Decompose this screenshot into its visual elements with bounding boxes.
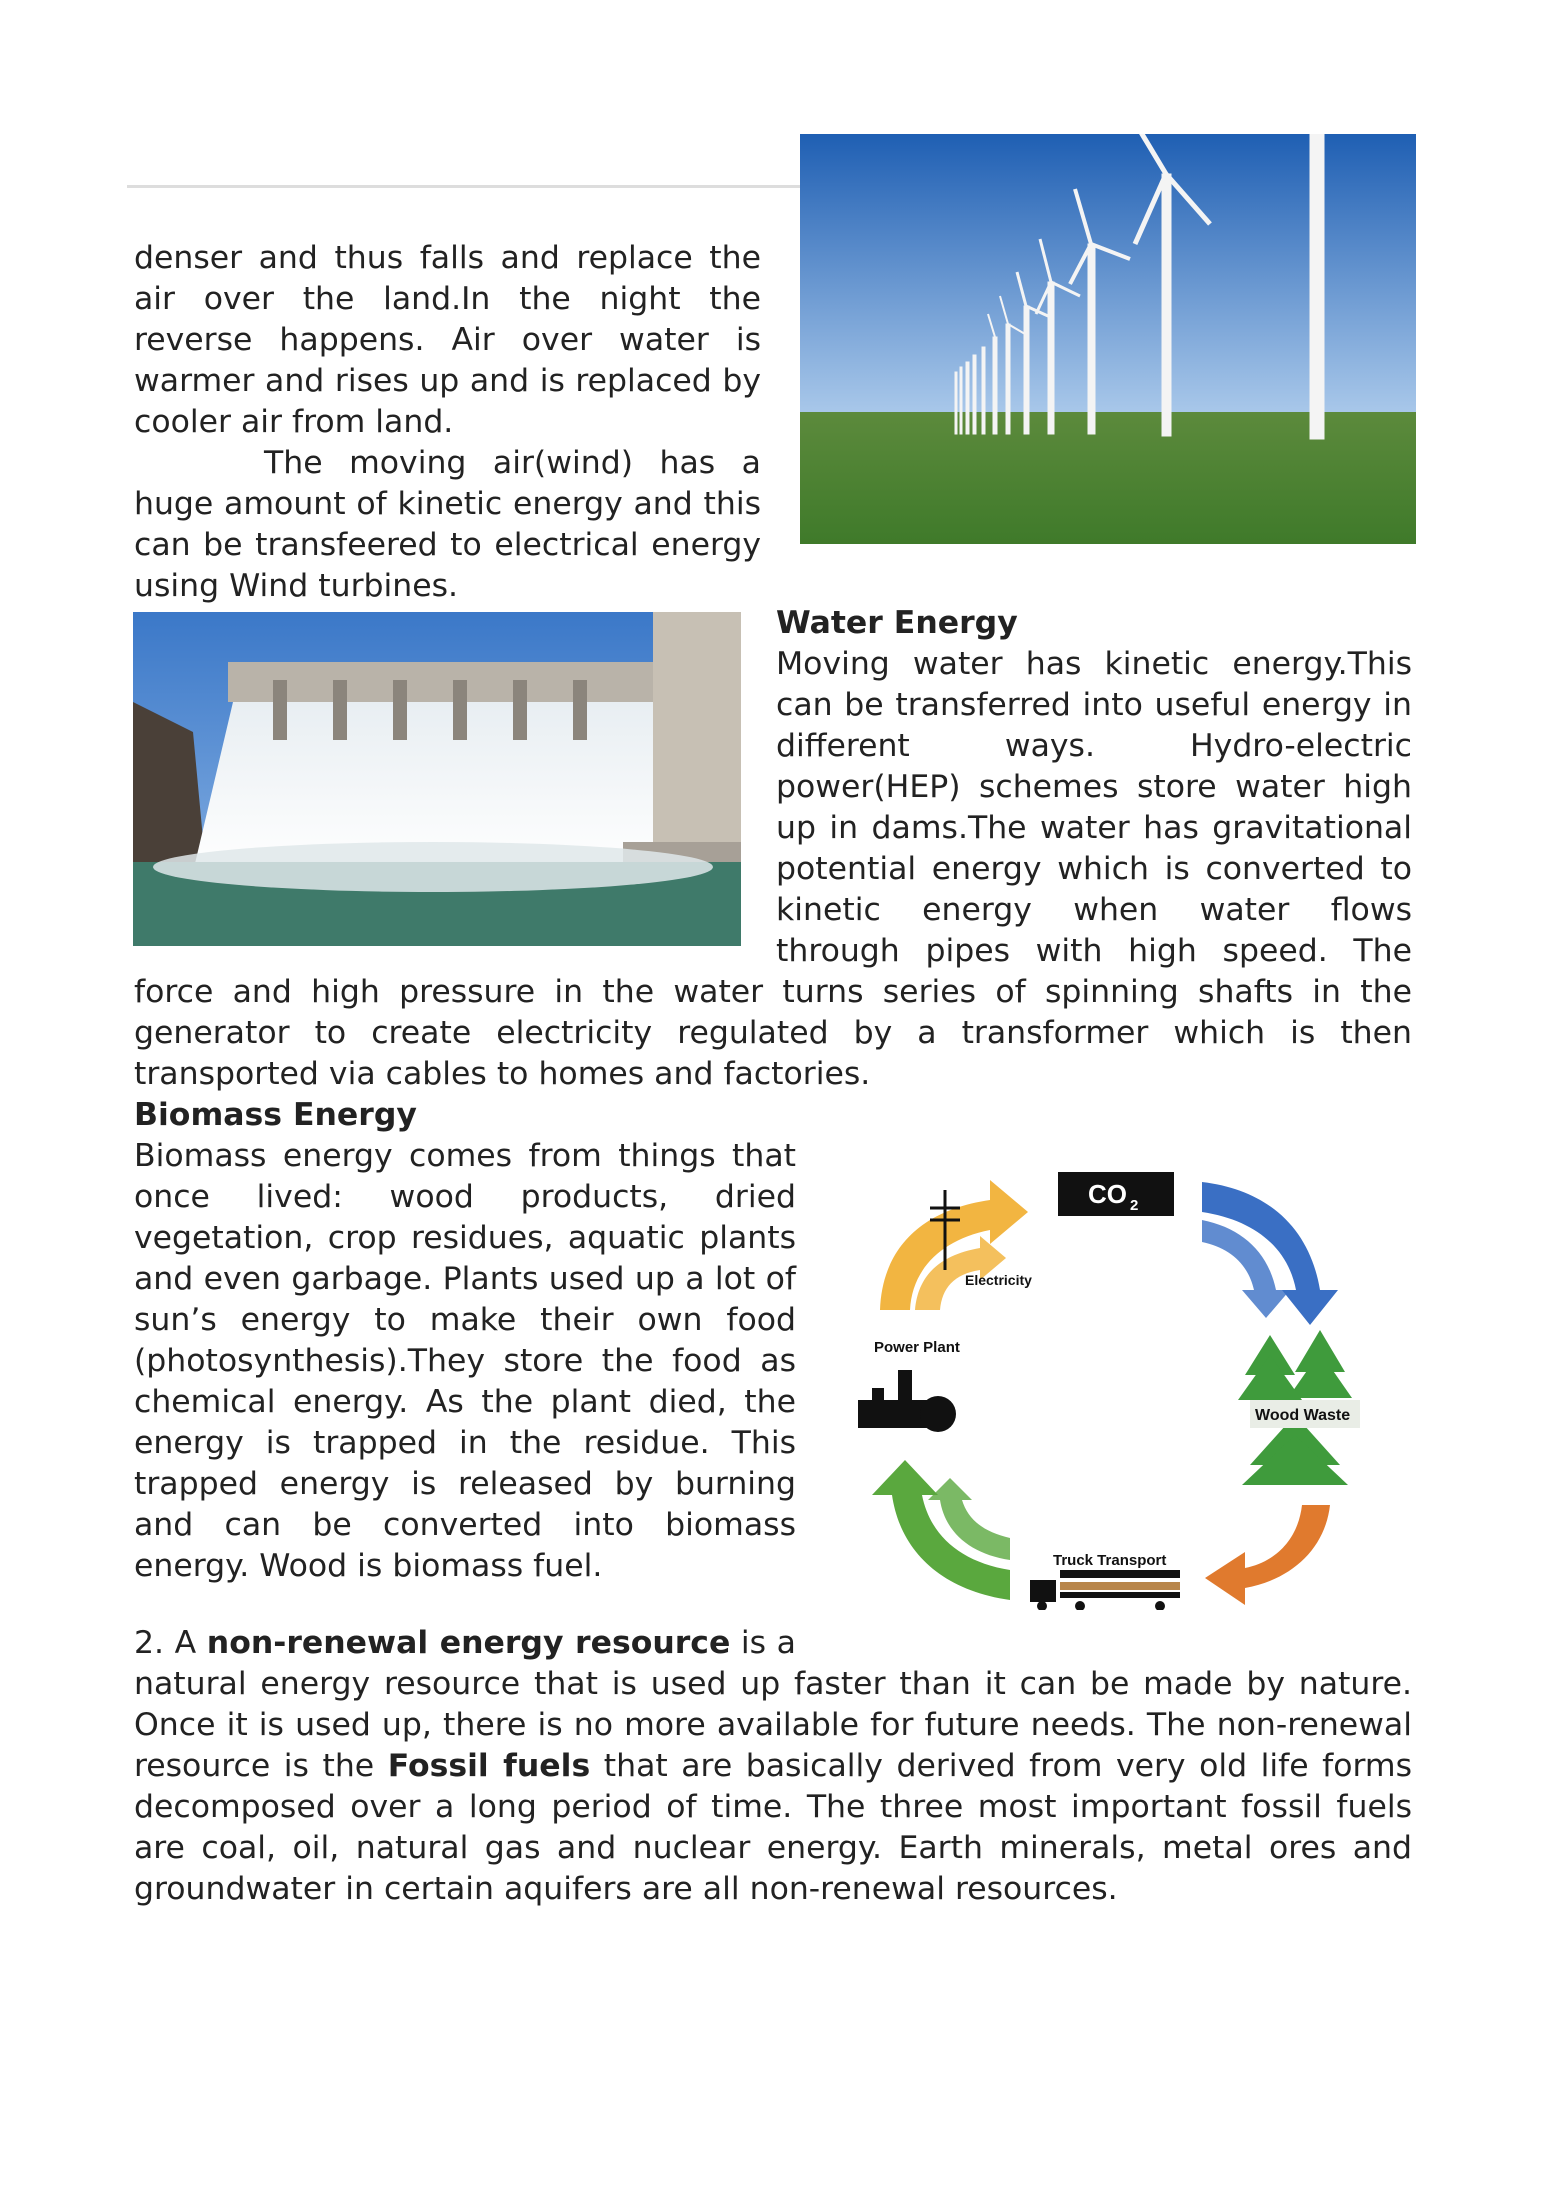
co2-label: CO: [1088, 1179, 1127, 1209]
water-paragraph-wrap: Moving water has kinetic energy.This can be transferred into useful energy in different ways. Hydro-electric power(HEP) schemes store water high up in dams.The water has gravitational potential energy which is converted to kinetic energy when water flows through pipes with high speed. The: [776, 646, 1412, 969]
nonrenewable-body-2: that are basically derived from very old life forms decomposed over a long period of time. The three most important fossil fuels are coal, oil, natural gas and nuclear energy. Earth minerals, metal ores and groundwater in certain aquifers are all non-renewal resources.: [134, 1748, 1413, 1907]
green-arrow-icon: [872, 1460, 1010, 1600]
orange-arrow-icon: [1205, 1505, 1330, 1605]
water-energy-heading: Water Energy: [776, 605, 1018, 641]
wind-paragraph-2: The moving air(wind) has a huge amount of kinetic energy and this can be transfeered to electrical energy using Wind turbines.: [134, 445, 761, 604]
nonrenewable-intro: [134, 1623, 796, 1664]
nonrenewable-intro-suffix: is a: [730, 1625, 796, 1661]
power-plant-icon: [858, 1370, 956, 1432]
fossil-fuels-term: Fossil fuels: [387, 1748, 591, 1784]
co2-subscript: 2: [1130, 1197, 1139, 1214]
wind-paragraph-1: denser and thus falls and replace the air over the land.In the night the reverse happens. Air over water is warmer and rises up and is replaced by cooler air from land.: [134, 240, 761, 440]
power-plant-label: Power Plant: [874, 1339, 960, 1356]
biomass-paragraph: Biomass energy comes from things that once lived: wood products, dried vegetation, crop residues, aquatic plants and even garbage. Plants used up a lot of sun’s energy to make their own food (photosynthesis).They store the food as chemical energy. As the plant died, the energy is trapped in the residue. This trapped energy is released by burning and can be converted into biomass energy. Wood is biomass fuel.: [134, 1138, 796, 1584]
dam-photo: [133, 612, 741, 946]
truck-icon: [1030, 1570, 1180, 1610]
nonrenewable-body-1: natural energy resource that is used up faster than it can be made by nature. Once it is used up, there is no more available for future needs. The non-renewal resource is the: [134, 1666, 1412, 1784]
nonrenewable-term: non-renewal energy resource: [206, 1625, 731, 1661]
electricity-label: Electricity: [965, 1272, 1032, 1288]
truck-transport-label: Truck Transport: [1053, 1552, 1167, 1569]
wind-turbines-photo: [800, 134, 1416, 544]
nonrenewable-paragraph: [134, 1664, 1412, 1910]
water-paragraph-full: force and high pressure in the water turns series of spinning shafts in the generator to create electricity regulated by a transformer which is then transported via cables to homes and factories.: [134, 974, 1412, 1092]
biomass-cycle-diagram: [850, 1160, 1370, 1610]
nonrenewable-intro-prefix: 2. A: [134, 1625, 207, 1661]
header-rule: [127, 185, 802, 188]
yellow-arrow-icon: [880, 1180, 1028, 1310]
biomass-energy-heading: Biomass Energy: [134, 1097, 417, 1133]
wood-waste-label: Wood Waste: [1255, 1407, 1351, 1424]
